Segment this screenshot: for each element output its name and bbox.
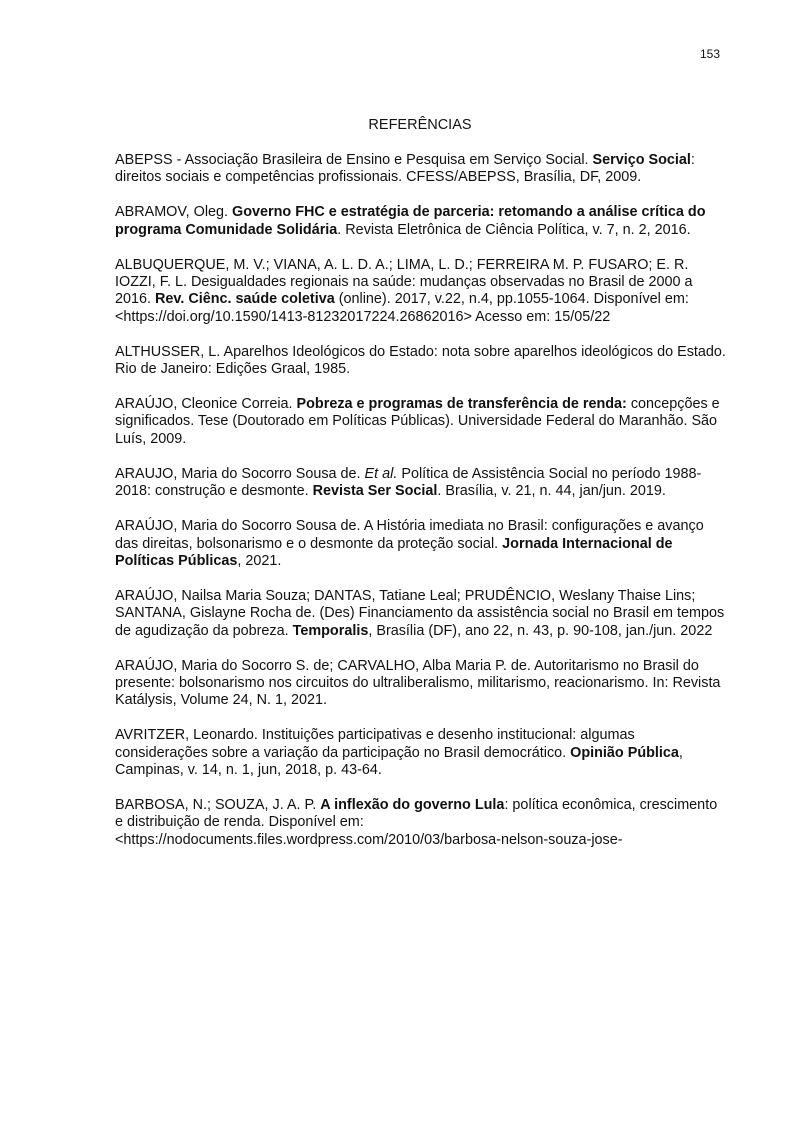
reference-entry [115, 588, 727, 640]
reference-entry [115, 344, 727, 379]
ref-text: , Campinas, v. 14, n. 1, jun, 2018, p. 43-64. [115, 744, 683, 778]
ref-text: . Revista Eletrônica de Ciência Política, v. 7, n. 2, 2016. [337, 221, 691, 238]
ref-title: Temporalis [292, 622, 369, 639]
ref-title: Jornada Internacional de Políticas Públicas [115, 535, 673, 569]
ref-text: ARAÚJO, Nailsa Maria Souza; DANTAS, Tatiane Leal; PRUDÊNCIO, Weslany Thaise Lins; SANTANA, Gislayne Rocha de. (Des) Financiamento da assistência social no Brasil em tempos de agudização da pobreza. [115, 587, 725, 639]
reference-entry [115, 797, 727, 849]
ref-text: ARAÚJO, Maria do Socorro Sousa de. A História imediata no Brasil: configurações e avanço das direitas, bolsonarismo e o desmonte da proteção social. [115, 518, 704, 552]
ref-text: (online). 2017, v.22, n.4, pp.1055-1064. Disponível em: <https://doi.org/10.1590/1413-81232017224.26862016> Acesso em: 15/05/22 [115, 291, 689, 325]
reference-entry [115, 658, 727, 710]
ref-text: ABEPSS - Associação Brasileira de Ensino e Pesquisa em Serviço Social. [115, 152, 593, 168]
ref-italic: Et al. [364, 465, 398, 482]
ref-title: A inflexão do governo Lula [320, 796, 505, 813]
ref-text: . Brasília, v. 21, n. 44, jan/jun. 2019. [437, 483, 666, 500]
reference-list [115, 152, 727, 867]
ref-text: ALBUQUERQUE, M. V.; VIANA, A. L. D. A.; LIMA, L. D.; FERREIRA M. P. FUSARO; E. R. IOZZI, F. L. Desigualdades regionais na saúde: mudanças observadas no Brasil de 2000 a 2016. [115, 256, 693, 308]
ref-title: Revista Ser Social [312, 483, 438, 500]
page-number: 153 [699, 47, 720, 61]
reference-entry [115, 204, 727, 239]
ref-title: Governo FHC e estratégia de parceria: retomando a análise crítica do programa Comunidade Solidária [115, 204, 706, 238]
ref-text: : política econômica, crescimento e distribuição de renda. Disponível em: <https://nodocuments.files.wordpress.com/2010/03/barbosa-nelson-souza-jose- [115, 796, 718, 848]
ref-title: Opinião Pública [570, 744, 679, 761]
ref-text: ALTHUSSER, L. Aparelhos Ideológicos do Estado: nota sobre aparelhos ideológicos do Estado. Rio de Janeiro: Edições Graal, 1985. [115, 343, 726, 378]
ref-text: , Brasília (DF), ano 22, n. 43, p. 90-108, jan./jun. 2022 [368, 622, 713, 639]
ref-text: : direitos sociais e competências profissionais. CFESS/ABEPSS, Brasília, DF, 2009. [115, 152, 695, 186]
ref-title: Rev. Ciênc. saúde coletiva [155, 291, 335, 308]
ref-text: ARAÚJO, Cleonice Correia. [115, 396, 297, 413]
ref-text: ARAUJO, Maria do Socorro Sousa de. [115, 465, 365, 482]
reference-entry [115, 727, 727, 779]
reference-entry [115, 257, 727, 326]
reference-entry [115, 518, 727, 570]
reference-entry [115, 396, 727, 448]
ref-text: AVRITZER, Leonardo. Instituições participativas e desenho institucional: algumas considerações sobre a variação da participação no Brasil democrático. [115, 727, 635, 761]
ref-title: Pobreza e programas de transferência de renda: [296, 396, 627, 413]
page-title: REFERÊNCIAS [368, 117, 472, 133]
ref-text: , 2021. [237, 552, 282, 569]
ref-text: ABRAMOV, Oleg. [115, 204, 233, 221]
ref-text: ARAÚJO, Maria do Socorro S. de; CARVALHO, Alba Maria P. de. Autoritarismo no Brasil do presente: bolsonarismo nos circuitos do ultraliberalismo, militarismo, reacionarismo. In: Revista Katálysis, Volume 24, N. 1, 2021. [115, 657, 721, 709]
reference-entry [115, 152, 727, 187]
ref-title: Serviço Social [592, 152, 691, 168]
ref-text: concepções e significados. Tese (Doutorado em Políticas Públicas). Universidade Federal do Maranhão. São Luís, 2009. [115, 396, 720, 447]
reference-entry [115, 466, 727, 501]
ref-text: BARBOSA, N.; SOUZA, J. A. P. [115, 796, 321, 813]
ref-text: Política de Assistência Social no período 1988-2018: construção e desmonte. [115, 465, 702, 500]
